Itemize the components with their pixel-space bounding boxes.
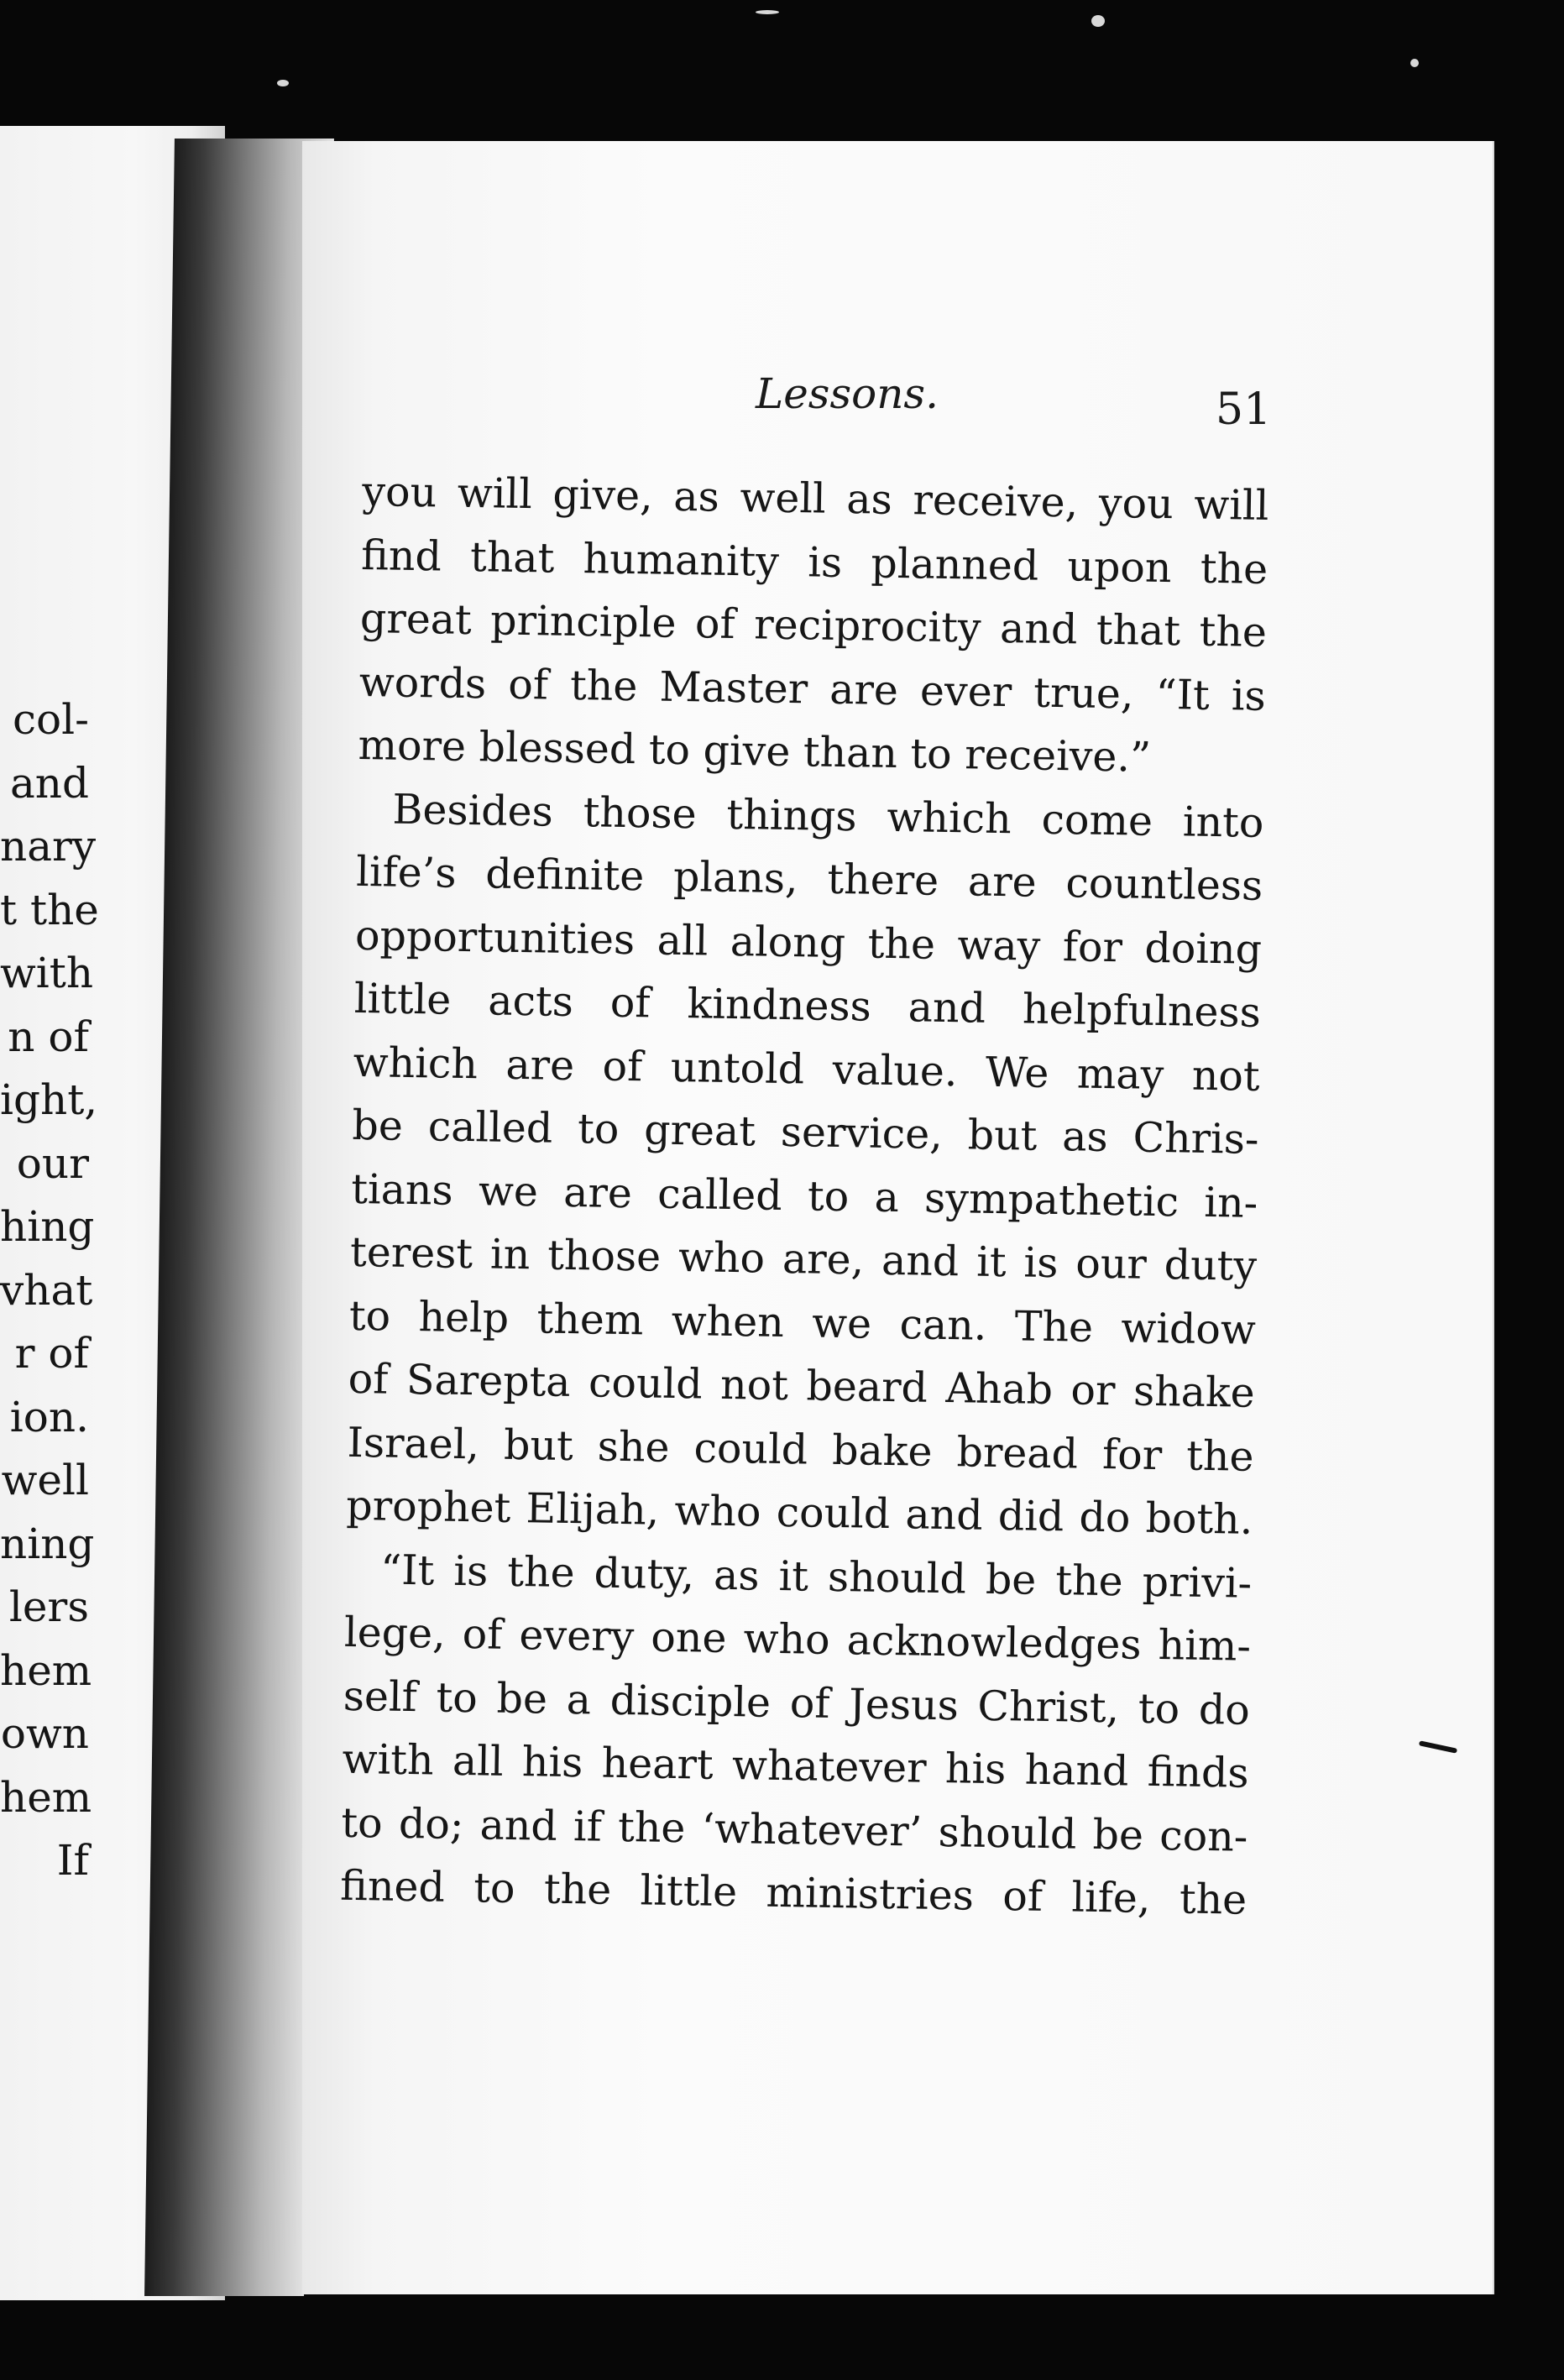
text-line: opportunities all along the way for doing — [354, 911, 1263, 974]
text-line: which are of untold value. We may not — [353, 1038, 1261, 1101]
left-page-line: ight, — [0, 1075, 98, 1124]
scan-speck — [756, 10, 779, 14]
text-line: “It is the duty, as it should be the privi- — [379, 1546, 1253, 1608]
text-line: tians we are called to a sympathetic in- — [350, 1164, 1258, 1227]
left-page-line: with — [0, 949, 94, 997]
left-page-line: well — [1, 1456, 89, 1504]
text-line: be called to great service, but as Chris- — [352, 1101, 1259, 1164]
scan-speck — [277, 80, 289, 86]
left-page-line: n of — [8, 1012, 89, 1061]
left-page-line: hem — [0, 1772, 92, 1822]
text-line: to do; and if the ‘whatever’ should be con- — [341, 1798, 1248, 1861]
left-page-line: col- — [13, 695, 89, 744]
left-page-line: and — [9, 758, 89, 808]
left-page-line: hing — [0, 1202, 95, 1251]
left-page-line: own — [0, 1709, 89, 1758]
text-line: fined to the little ministries of life, the — [339, 1861, 1248, 1924]
text-line: of Sarepta could not beard Ahab or shake — [348, 1354, 1256, 1417]
text-line: self to be a disciple of Jesus Christ, to do — [343, 1671, 1251, 1734]
text-line: terest in those who are, and it is our duty — [349, 1227, 1258, 1290]
text-line: Israel, but she could bake bread for the — [347, 1418, 1254, 1481]
text-line: lege, of every one who acknowledges him- — [343, 1608, 1252, 1671]
page-body-text — [340, 460, 1269, 1932]
text-line: prophet Elijah, who could and did do both. — [345, 1481, 1253, 1544]
text-line: little acts of kindness and helpfulness — [353, 974, 1262, 1037]
left-page-line: If — [56, 1836, 89, 1885]
scan-speck — [1091, 15, 1105, 27]
text-line: great principle of reciprocity and that the — [359, 594, 1268, 656]
page-number: 51 — [1216, 384, 1272, 435]
left-page-line: our — [16, 1138, 89, 1188]
text-line: life’s definite plans, there are countless — [355, 847, 1263, 910]
left-page-text — [0, 688, 99, 1893]
left-page-line: hem — [0, 1645, 92, 1695]
left-page-line: r of — [14, 1329, 89, 1378]
text-line: Besides those things which come into — [392, 785, 1264, 847]
left-page-line: vhat — [0, 1265, 93, 1315]
left-page-line: ning — [0, 1519, 95, 1568]
text-line: to help them when we can. The widow — [348, 1291, 1257, 1354]
left-page-line: ion. — [9, 1392, 89, 1441]
scan-speck — [1410, 59, 1419, 67]
text-line: words of the Master are ever true, “It is — [358, 657, 1267, 720]
text-line: find that humanity is planned upon the — [360, 531, 1268, 594]
text-line: with all his heart whatever his hand finds — [342, 1734, 1250, 1797]
text-line: you will give, as well as receive, you will — [361, 467, 1269, 530]
left-page-line: t the — [0, 885, 99, 934]
text-line: more blessed to give than to receive.” — [358, 720, 1152, 782]
left-page-line: lers — [8, 1582, 89, 1631]
left-page-line: nary — [0, 822, 97, 871]
running-head: Lessons. — [756, 369, 939, 418]
